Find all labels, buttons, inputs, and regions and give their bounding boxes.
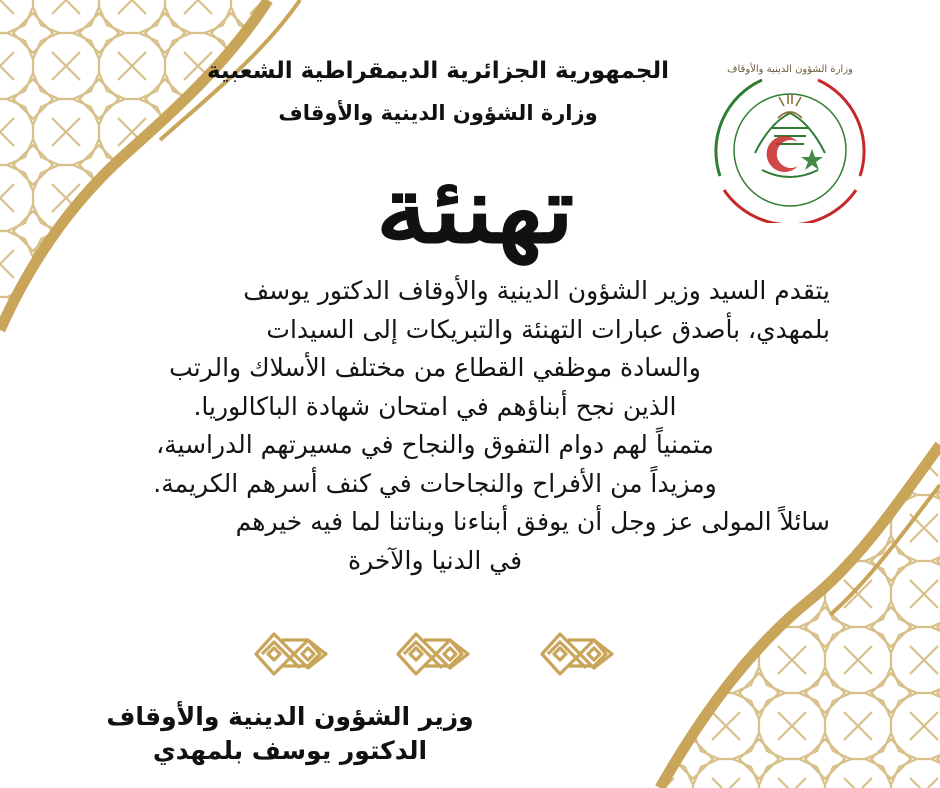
title-tahniah: تهنئة bbox=[375, 156, 575, 264]
emblem-caption: وزارة الشؤون الدينية والأوقاف bbox=[727, 64, 853, 75]
interlace-knot-icon bbox=[536, 620, 618, 688]
message-line: في الدنيا والآخرة bbox=[347, 545, 523, 575]
signature-name: الدكتور يوسف بلمهدي bbox=[152, 736, 428, 765]
message-line: والسادة موظفي القطاع من مختلف الأسلاك والرتب bbox=[169, 353, 701, 382]
ministry-name: وزارة الشؤون الدينية والأوقاف bbox=[278, 101, 598, 125]
signature-title: وزير الشؤون الدينية والأوقاف bbox=[106, 702, 474, 731]
header bbox=[178, 56, 698, 128]
message-line: ومزيداً من الأفراح والنجاحات في كنف أسرهم الكريمة. bbox=[153, 468, 717, 498]
interlace-knot-icon bbox=[392, 620, 474, 688]
interlace-knot-icon bbox=[250, 620, 332, 688]
republic-name: الجمهورية الجزائرية الديمقراطية الشعبية bbox=[206, 58, 670, 84]
message-line: متمنياً لهم دوام التفوق والنجاح في مسيرتهم الدراسية، bbox=[156, 430, 714, 459]
message-line: يتقدم السيد وزير الشؤون الدينية والأوقاف الدكتور يوسف bbox=[243, 276, 830, 305]
congratulation-message bbox=[40, 272, 830, 580]
signature-block bbox=[90, 700, 490, 768]
algeria-emblem-icon bbox=[700, 58, 880, 223]
message-line: الذين نجح أبناؤهم في امتحان شهادة الباكالوريا. bbox=[193, 391, 677, 421]
message-line: سائلاً المولى عز وجل أن يوفق أبناءنا وبناتنا لما فيه خيرهم bbox=[235, 507, 830, 536]
message-line: بلمهدي، بأصدق عبارات التهنئة والتبريكات إلى السيدات bbox=[266, 314, 830, 344]
